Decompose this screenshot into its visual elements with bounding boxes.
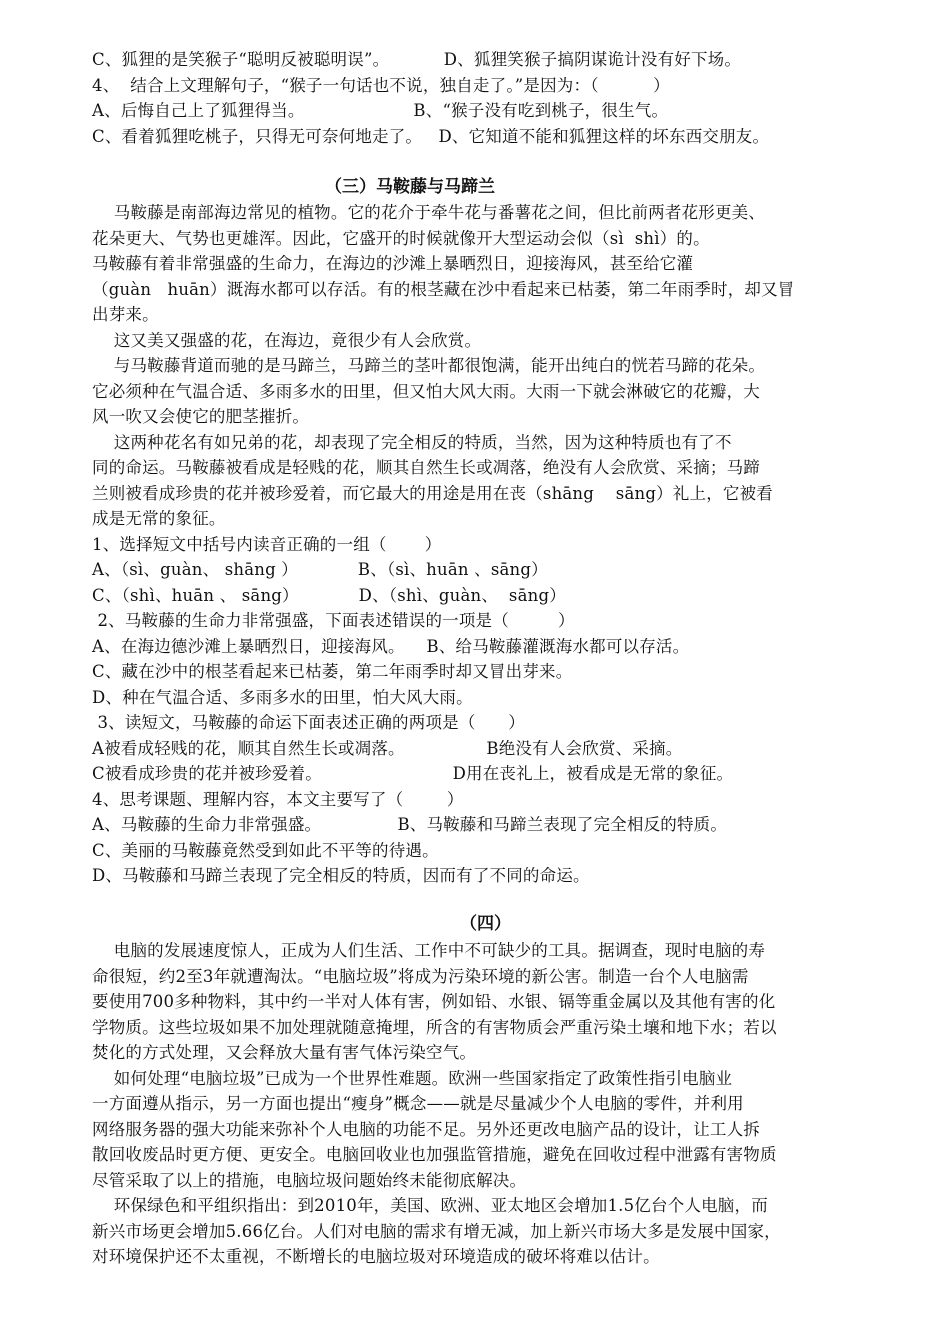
passage-line: 学物质。这些垃圾如果不加处理就随意掩埋，所含的有害物质会严重污染土壤和地下水；若以 [92,1018,777,1037]
question-line: C、看着狐狸吃桃子，只得无可奈何地走了。 D、它知道不能和狐狸这样的坏东西交朋友。 [92,127,770,146]
passage-line: 网络服务器的强大功能来弥补个人电脑的功能不足。另外还更改电脑产品的设计，让工人拆 [92,1120,760,1139]
question-line: A被看成轻贱的花，顺其自然生长或凋落。 B绝没有人会欣赏、采摘。 [92,739,683,758]
passage-line: 马鞍藤有着非常强盛的生命力，在海边的沙滩上暴晒烈日，迎接海风，甚至给它灌 [92,254,694,273]
passage-line: 这又美又强盛的花，在海边，竟很少有人会欣赏。 [92,331,482,350]
passage-line: 它必须种在气温合适、多雨多水的田里，但又怕大风大雨。大雨一下就会淋破它的花瓣，大 [92,382,760,401]
section-title: （三）马鞍藤与马蹄兰 [325,177,495,197]
passage-line: 成是无常的象征。 [92,509,226,528]
question-line: 1、选择短文中括号内读音正确的一组（ ） [92,535,442,554]
passage-line: 电脑的发展速度惊人，正成为人们生活、工作中不可缺少的工具。据调查，现时电脑的寿 [92,941,766,960]
passage-line: 风一吹又会使它的肥茎摧折。 [92,407,310,426]
section-title: （四） [460,914,511,934]
passage-line: 焚化的方式处理，又会释放大量有害气体污染空气。 [92,1043,477,1062]
passage-line: 如何处理“电脑垃圾”已成为一个世界性难题。欧洲一些国家指定了政策性指引电脑业 [92,1069,733,1088]
passage-line: 与马鞍藤背道而驰的是马蹄兰，马蹄兰的茎叶都很饱满，能开出纯白的恍若马蹄的花朵。 [92,356,766,375]
question-line: 3、读短文，马鞍藤的命运下面表述正确的两项是（ ） [92,713,525,732]
passage-line: 花朵更大、气势也更雄浑。因此，它盛开的时候就像开大型运动会似（sì shì）的。 [92,229,710,248]
question-line: C、藏在沙中的根茎看起来已枯萎，第二年雨季时却又冒出芽来。 [92,662,573,681]
passage-line: 环保绿色和平组织指出：到2010年，美国、欧洲、亚太地区会增加1.5亿台个人电脑，而 [92,1196,768,1215]
passage-line: 要使用700多种物料，其中约一半对人体有害，例如铅、水银、镉等重金属以及其他有害的化 [92,992,776,1011]
question-line: C、美丽的马鞍藤竟然受到如此不平等的待遇。 [92,841,439,860]
question-line: D、马鞍藤和马蹄兰表现了完全相反的特质，因而有了不同的命运。 [92,866,590,885]
passage-line: （guàn huān）溉海水都可以存活。有的根茎藏在沙中看起来已枯萎，第二年雨季时，却又冒 [92,280,795,299]
passage-line: 新兴市场更会增加5.66亿台。人们对电脑的需求有增无减，加上新兴市场大多是发展中国家， [92,1222,781,1241]
passage-line: 一方面遵从指示，另一方面也提出“瘦身”概念——就是尽量减少个人电脑的零件，并利用 [92,1094,744,1113]
passage-line: 散回收废品时更方便、更安全。电脑回收业也加强监管措施，避免在回收过程中泄露有害物质 [92,1145,777,1164]
passage-line: 同的命运。马鞍藤被看成是轻贱的花，顺其自然生长或凋落，绝没有人会欣赏、采摘；马蹄 [92,458,760,477]
passage-line: 尽管采取了以上的措施，电脑垃圾问题始终未能彻底解决。 [92,1171,527,1190]
question-line: A、在海边德沙滩上暴晒烈日，迎接海风。 B、给马鞍藤灌溉海水都可以存活。 [92,637,690,656]
passage-line: 命很短，约2至3年就遭淘汰。“电脑垃圾”将成为污染环境的新公害。制造一台个人电脑需 [92,967,749,986]
question-line: D、种在气温合适、多雨多水的田里，怕大风大雨。 [92,688,473,707]
question-line: A、后悔自己上了狐狸得当。 B、“猴子没有吃到桃子，很生气。 [92,101,669,120]
passage-line: 马鞍藤是南部海边常见的植物。它的花介于牵牛花与番薯花之间，但比前两者花形更美、 [92,203,766,222]
question-line: C被看成珍贵的花并被珍爱着。 D用在丧礼上，被看成是无常的象征。 [92,764,734,783]
passage-line: 对环境保护还不太重视，不断增长的电脑垃圾对环境造成的破坏将难以估计。 [92,1247,660,1266]
question-line: C、狐狸的是笑猴子“聪明反被聪明误”。 D、狐狸笑猴子搞阴谋诡计没有好下场。 [92,50,742,69]
question-line: 4、 结合上文理解句子，“猴子一句话也不说，独自走了。”是因为：（ ） [92,76,670,95]
question-line: A、马鞍藤的生命力非常强盛。 B、马鞍藤和马蹄兰表现了完全相反的特质。 [92,815,728,834]
passage-line: 兰则被看成珍贵的花并被珍爱着，而它最大的用途是用在丧（shāng sāng）礼上，它被看 [92,484,773,503]
question-line: 2、马鞍藤的生命力非常强盛，下面表述错误的一项是（ ） [92,611,575,630]
question-line: A、（sì、guàn、 shāng ） B、（sì、huān 、sāng） [92,560,548,579]
question-line: 4、思考课题、理解内容，本文主要写了（ ） [92,790,464,809]
question-line: C、（shì、huān 、 sāng） D、（shì、guàn、 sāng） [92,586,566,605]
passage-line: 这两种花名有如兄弟的花，却表现了完全相反的特质，当然，因为这种特质也有了不 [92,433,732,452]
passage-line: 出芽来。 [92,305,159,324]
